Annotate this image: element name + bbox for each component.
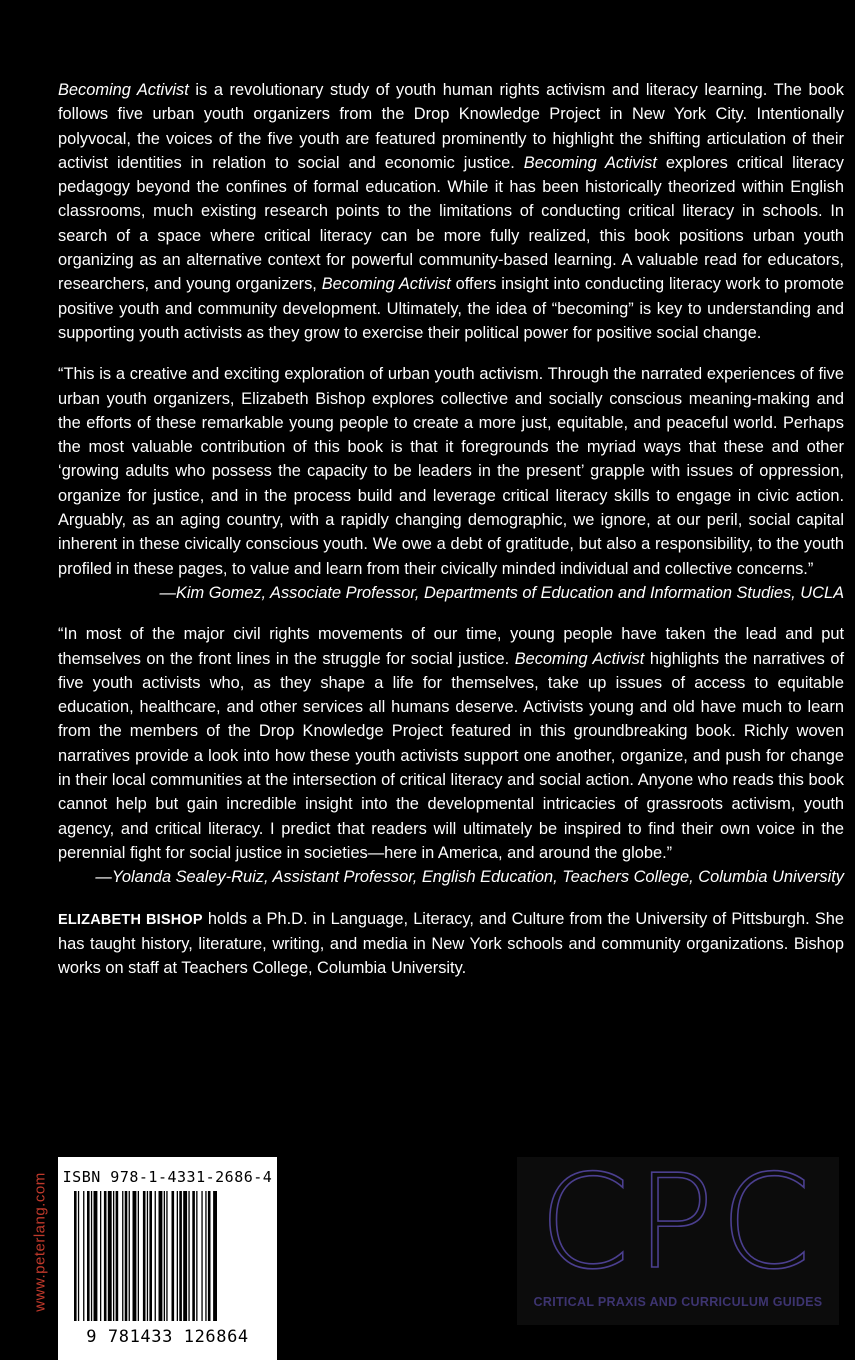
- barcode-bar: [91, 1191, 92, 1321]
- barcode-image: [72, 1191, 263, 1327]
- description-text: offers insight into conducting literacy work to promote positive youth and community development. Ultimately, the idea of “becoming” is key to understanding and supporting youth activists as they grow to exercise their political power for positive social change.: [58, 275, 844, 342]
- barcode-bar: [78, 1191, 79, 1321]
- barcode-bar: [179, 1191, 182, 1321]
- barcode-bar: [159, 1191, 163, 1321]
- author-bio: [58, 907, 844, 981]
- author-bio-text: holds a Ph.D. in Language, Literacy, and Culture from the University of Pittsburgh. She has taught history, literature, writing, and media in New York schools and community organizations. Bishop works on staff at Teachers College, Columbia University.: [58, 909, 844, 978]
- barcode-bar: [83, 1191, 84, 1321]
- barcode-bar: [183, 1191, 187, 1321]
- barcode-bar: [188, 1191, 189, 1321]
- barcode-bar: [116, 1191, 119, 1321]
- description-text: is a revolutionary study of youth human rights activism and literacy learning. The book follows five urban youth organizers from the Drop Knowledge Project in New York City. Intentionally polyvocal, the voices of the five youth are featured prominently to highlight the shifting articulation of their activist identities in relation to social and economic justice.: [58, 81, 844, 172]
- barcode-bar: [74, 1191, 77, 1321]
- barcode-box: [58, 1157, 277, 1360]
- barcode-bar: [104, 1191, 107, 1321]
- book-title: Becoming Activist: [523, 153, 657, 172]
- book-description: [58, 78, 844, 345]
- barcode-bar: [94, 1191, 98, 1321]
- barcode-bar: [125, 1191, 128, 1321]
- endorsement-attribution: —Yolanda Sealey-Ruiz, Assistant Professor, English Education, Teachers College, Columbia University: [95, 868, 844, 887]
- book-title: Becoming Activist: [514, 649, 645, 668]
- barcode-bar: [201, 1191, 202, 1321]
- barcode-bar: [172, 1191, 175, 1321]
- barcode-bar: [143, 1191, 146, 1321]
- barcode-bar: [108, 1191, 112, 1321]
- endorsement-quote: [58, 622, 844, 865]
- barcode-bar: [149, 1191, 152, 1321]
- barcode-bar: [164, 1191, 165, 1321]
- book-title: Becoming Activist: [58, 81, 189, 99]
- barcode-bar: [122, 1191, 123, 1321]
- author-name: ELIZABETH BISHOP: [58, 911, 203, 928]
- barcode-bar: [133, 1191, 137, 1321]
- barcode-bar: [177, 1191, 178, 1321]
- publisher-website: [30, 1157, 50, 1327]
- barcode-digits: 9 781433 126864: [86, 1327, 249, 1347]
- series-logo-subtitle: CRITICAL PRAXIS AND CURRICULUM GUIDES: [533, 1295, 823, 1309]
- book-title: Becoming Activist: [321, 275, 451, 294]
- barcode-bar: [196, 1191, 197, 1321]
- series-logo: [517, 1146, 839, 1325]
- barcode-bar: [213, 1191, 217, 1321]
- endorsement-attribution: —Kim Gomez, Associate Professor, Departments of Education and Information Studies, UCLA: [159, 583, 844, 602]
- back-cover-text: [58, 78, 844, 997]
- description-text: explores critical literacy pedagogy beyond the confines of formal education. While it has been historically theorized within English classrooms, much existing research points to the limitations of conducting critical literacy in schools. In search of a space where critical literacy can be more fully realized, this book positions urban youth organizing as an alternative context for powerful community-based learning. A valuable read for educators, researchers, and young organizers,: [58, 153, 844, 294]
- barcode-bar: [87, 1191, 90, 1321]
- barcode-bar: [208, 1191, 211, 1321]
- barcode-bar: [147, 1191, 148, 1321]
- isbn-label: ISBN 978-1-4331-2686-4: [62, 1168, 273, 1186]
- endorsement-quote: “This is a creative and exciting exploration of urban youth activism. Through the narrated experiences of five urban youth organizers, Elizabeth Bishop explores collective and socially conscious meaning-making and the efforts of these remarkable young people to create a more just, equitable, and peaceful world. Perhaps the most valuable contribution of this book is that it foregrounds the myriad ways that these and other ‘growing adults who possess the capacity to be leaders in the present’ grapple with issues of oppression, organize for justice, and in the process build and leverage critical literacy skills to engage in civic action. Arguably, as an aging country, with a rapidly changing demographic, we ignore, at our peril, social capital inherent in these civically conscious youth. We owe a debt of gratitude, but also a responsibility, to the youth profiled in these pages, to value and learn from their civically minded individual and collective concerns.”: [58, 365, 844, 578]
- barcode-bar: [192, 1191, 195, 1321]
- barcode-bar: [100, 1191, 101, 1321]
- barcode-bar: [205, 1191, 206, 1321]
- website-text: www.peterlang.com: [31, 1172, 49, 1312]
- barcode-bar: [113, 1191, 114, 1321]
- barcode-bar: [155, 1191, 156, 1321]
- quote-text: “In most of the major civil rights movements of our time, young people have taken the lead and put themselves on the front lines in the struggle for social justice.: [58, 625, 844, 668]
- barcode-bar: [138, 1191, 139, 1321]
- barcode-bar: [166, 1191, 167, 1321]
- barcode-bar: [129, 1191, 130, 1321]
- series-logo-letters: CPC: [539, 1146, 817, 1298]
- quote-text: highlights the narratives of five youth activists who, as they shape a life for themselves, take up issues of access to equitable education, healthcare, and other services all humans deserve. Activists young and old have much to learn from the members of the Drop Knowledge Project featured in this groundbreaking book. Richly woven narratives provide a look into how these youth activists support one another, organize, and push for change in their local communities at the intersection of critical literacy and social action. Anyone who reads this book cannot help but gain incredible insight into the developmental intricacies of grassroots activism, youth agency, and critical literacy. I predict that readers will ultimately be inspired to find their own voice in the perennial fight for social justice in societies—here in America, and around the globe.”: [58, 649, 844, 862]
